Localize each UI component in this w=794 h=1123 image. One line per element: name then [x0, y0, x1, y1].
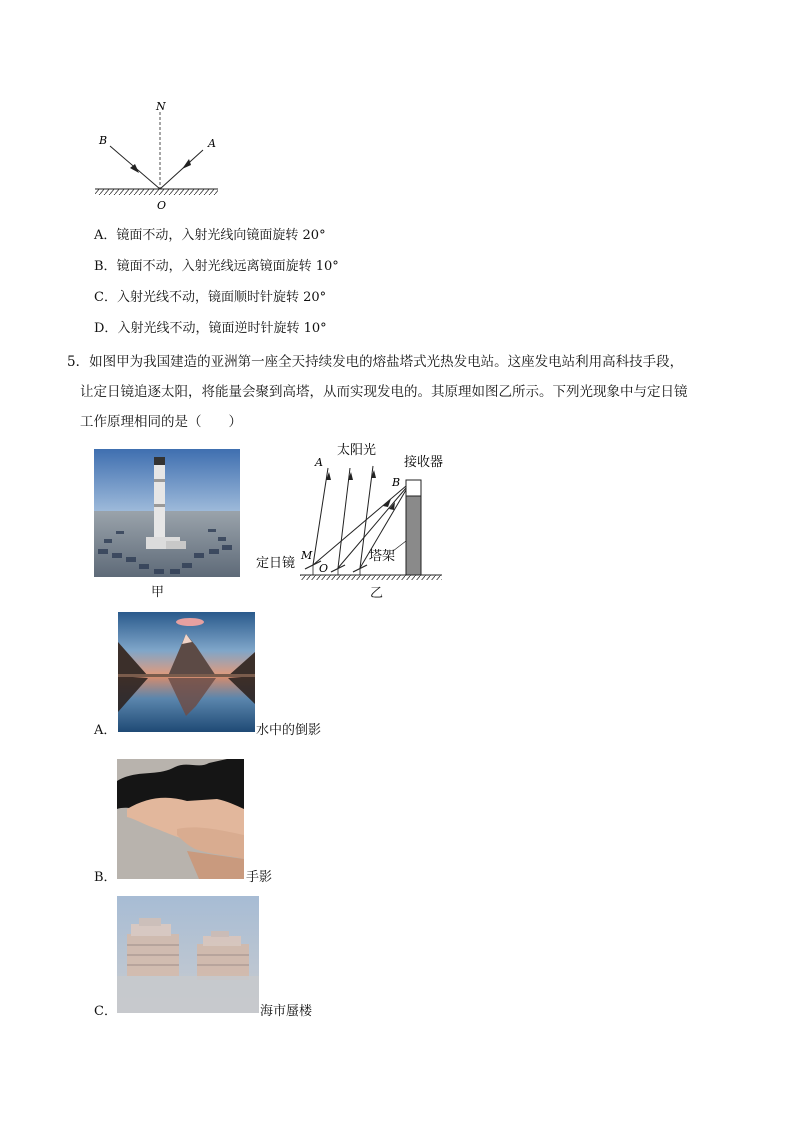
- label-m: M: [301, 549, 313, 562]
- label-o: O: [319, 562, 329, 575]
- label-a: A: [208, 137, 216, 150]
- reflected-arrow: [130, 164, 139, 173]
- sunray-a: [313, 468, 328, 565]
- option-letter: C．: [94, 290, 117, 305]
- caption-yi: 乙: [370, 586, 384, 601]
- label-receiver: 接收器: [404, 455, 444, 470]
- label-heliostat: 定日镜: [256, 556, 296, 571]
- reflection-diagram: [90, 98, 225, 213]
- heliostat-diagram: [255, 438, 450, 600]
- q5-option-c-letter: C．: [94, 1004, 117, 1019]
- q5-option-a-letter: A．: [94, 723, 117, 738]
- mirror-hatch: [95, 189, 218, 195]
- q5-option-a-text: 水中的倒影: [256, 723, 322, 738]
- option-letter: B．: [94, 259, 117, 274]
- option-text: 镜面不动，入射光线远离镜面旋转 10°: [116, 259, 339, 274]
- option-letter: A．: [94, 228, 117, 243]
- stem-text: 如图甲为我国建造的亚洲第一座全天持续发电的熔盐塔式光热发电站。这座发电站利用高科技手段，: [89, 354, 684, 370]
- mirage-photo: [117, 896, 259, 1013]
- q5-option-c-text: 海市蜃楼: [260, 1004, 313, 1019]
- sunray-2: [338, 468, 350, 568]
- question-number: 5．: [67, 354, 90, 370]
- label-a: A: [315, 456, 323, 469]
- receiver-box: [406, 480, 421, 496]
- option-text: 镜面不动，入射光线向镜面旋转 20°: [116, 228, 326, 243]
- q5-stem-line2: 让定日镜追逐太阳，将能量会聚到高塔，从而实现发电的。其原理如图乙所示。下列光现象中与定日镜: [80, 384, 688, 400]
- q5-stem-line1: [67, 352, 683, 372]
- incident-ray: [160, 150, 203, 189]
- label-b: B: [392, 476, 401, 489]
- label-o: O: [157, 199, 167, 212]
- solar-tower-photo: [94, 449, 240, 577]
- hand-shadow-photo: [117, 759, 244, 879]
- q4-option-d: [94, 320, 327, 338]
- ground-hatch: [300, 575, 442, 580]
- incident-arrow: [182, 159, 191, 169]
- q4-option-b: [94, 258, 339, 276]
- caption-jia: 甲: [151, 585, 165, 600]
- q5-option-b-text: 手影: [246, 870, 273, 885]
- reflection-figure: [90, 98, 225, 213]
- option-letter: D．: [94, 321, 118, 336]
- mountain-reflection-photo: [118, 612, 255, 732]
- label-n: N: [156, 100, 166, 113]
- option-text: 入射光线不动，镜面逆时针旋转 10°: [117, 321, 327, 336]
- q5-option-b-letter: B．: [94, 870, 117, 885]
- q4-option-c: [94, 289, 326, 307]
- label-b: B: [99, 134, 108, 147]
- option-text: 入射光线不动，镜面顺时针旋转 20°: [116, 290, 327, 305]
- label-tower: 塔架: [369, 549, 396, 564]
- tower-body: [406, 496, 421, 575]
- q5-stem-line3: 工作原理相同的是（ ）: [80, 414, 242, 430]
- q4-option-a: [94, 227, 326, 245]
- label-sunlight: 太阳光: [337, 443, 377, 458]
